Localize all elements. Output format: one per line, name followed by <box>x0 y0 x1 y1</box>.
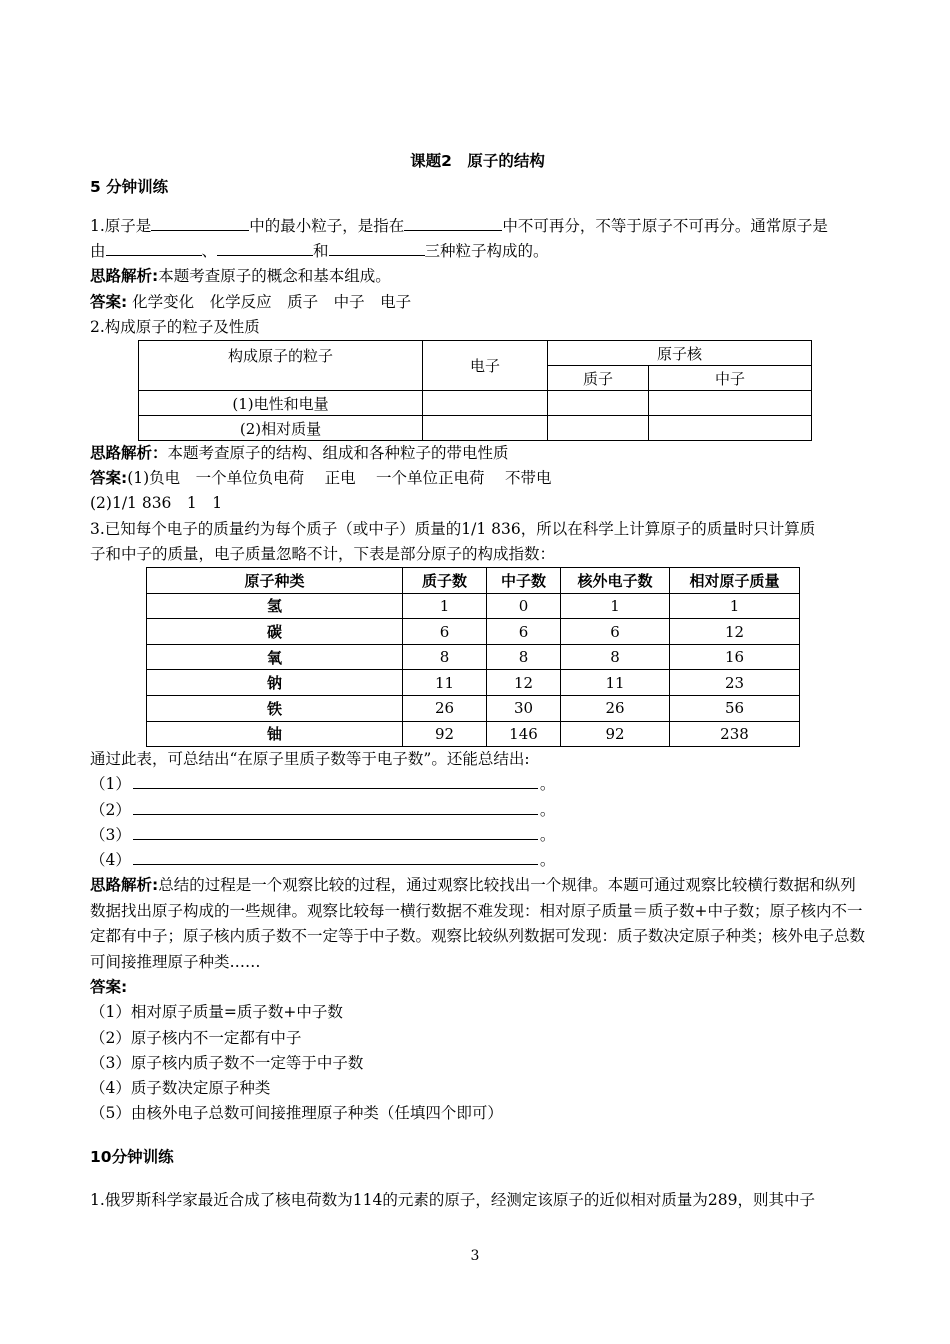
particle-properties-table <box>138 340 812 441</box>
answer-blank <box>133 800 538 815</box>
t1-cell <box>649 416 812 441</box>
t2-cell: 6 <box>403 619 487 645</box>
q1-analysis: 思路解析:本题考查原子的概念和基本组成。 <box>90 267 391 286</box>
answer-blank <box>133 825 538 840</box>
section-heading-10min: 10分钟训练 <box>90 1148 174 1167</box>
q2-answer: 答案:(1)负电 一个单位负电荷 正电 一个单位正电荷 不带电 <box>90 469 552 488</box>
document-page <box>90 148 865 1214</box>
t2-cell: 238 <box>670 721 800 747</box>
q2-analysis: 思路解析：本题考查原子的结构、组成和各种粒子的带电性质 <box>90 444 509 463</box>
t2-cell: 23 <box>670 670 800 696</box>
t1-header-proton: 质子 <box>548 366 649 391</box>
q3-analysis: 思路解析:总结的过程是一个观察比较的过程，通过观察比较找出一个规律。本题可通过观察比较横行数据和纵列数据找出原子构成的一些规律。观察比较每一横行数据不难发现：相对原子质量＝质子数+中子数；原子核内不一定都有中子；原子核内质子数不一定等于中子数。观察比较纵列数据可发现：质子数决定原子种类；核外电子总数可间接推理原子种类…… <box>90 876 866 971</box>
q3-answer-item: （1）相对原子质量=质子数+中子数 <box>90 1003 343 1022</box>
t2-cell: 氢 <box>147 593 403 619</box>
t2-cell: 26 <box>561 696 670 722</box>
t2-cell: 92 <box>561 721 670 747</box>
t1-header-nucleus: 原子核 <box>548 341 812 366</box>
q3-answer-label: 答案: <box>90 978 128 997</box>
t1-cell <box>548 416 649 441</box>
q1-line2: 由 、 和 三种粒子构成的。 <box>90 239 865 264</box>
t2-cell: 钠 <box>147 670 403 696</box>
t1-cell <box>423 416 548 441</box>
q1-blank-3 <box>106 239 202 256</box>
t1-row-charge: (1)电性和电量 <box>139 391 423 416</box>
section-heading-5min: 5 分钟训练 <box>90 178 169 196</box>
q1-blank-4 <box>217 239 313 256</box>
t2-cell: 6 <box>487 619 561 645</box>
table-row <box>147 619 800 645</box>
q2-answer-2: (2)1/1 836 1 1 <box>90 494 223 513</box>
q3-blank-line: （3） 。 <box>90 825 556 844</box>
t2-cell: 11 <box>561 670 670 696</box>
atom-composition-table <box>146 567 800 747</box>
t2-header-cell: 中子数 <box>487 568 561 594</box>
t2-header-row <box>147 568 800 594</box>
t2-cell: 56 <box>670 696 800 722</box>
t2-cell: 26 <box>403 696 487 722</box>
q3-blank-line: （4） 。 <box>90 851 556 869</box>
t2-header-cell: 核外电子数 <box>561 568 670 594</box>
t2-cell: 8 <box>561 644 670 670</box>
page-title: 课题2 原子的结构 <box>410 152 545 170</box>
t1-cell <box>649 391 812 416</box>
q10-1-text: 1.俄罗斯科学家最近合成了核电荷数为114的元素的原子，经测定该原子的近似相对质量为289，则其中子 <box>90 1191 815 1210</box>
t1-row-mass: (2)相对质量 <box>139 416 423 441</box>
q1-line1: 1.原子是 中的最小粒子，是指在 中不可再分，不等于原子不可再分。通常原子是 <box>90 214 865 239</box>
table-row <box>147 696 800 722</box>
q1-blank-1 <box>151 214 249 231</box>
t2-cell: 12 <box>670 619 800 645</box>
t2-cell: 1 <box>670 593 800 619</box>
t2-cell: 146 <box>487 721 561 747</box>
table-row <box>147 670 800 696</box>
t2-cell: 铁 <box>147 696 403 722</box>
t2-cell: 铀 <box>147 721 403 747</box>
t2-cell: 碳 <box>147 619 403 645</box>
q2-text: 2.构成原子的粒子及性质 <box>90 317 260 336</box>
page-number: 3 <box>470 1248 480 1264</box>
t1-cell <box>423 391 548 416</box>
t1-cell <box>548 391 649 416</box>
table-row <box>147 644 800 670</box>
q3-blank-line: （2） 。 <box>90 800 556 819</box>
t2-cell: 1 <box>561 593 670 619</box>
t2-cell: 1 <box>403 593 487 619</box>
q3-text-2: 子和中子的质量，电子质量忽略不计，下表是部分原子的构成指数： <box>90 544 556 563</box>
t2-cell: 30 <box>487 696 561 722</box>
q3-answer-item: （5）由核外电子总数可间接推理原子种类（任填四个即可） <box>90 1104 503 1123</box>
t1-header-neutron: 中子 <box>649 366 812 391</box>
q3-answer-item: （2）原子核内不一定都有中子 <box>90 1028 302 1047</box>
q3-blank-line: （1） 。 <box>90 775 556 794</box>
t2-cell: 92 <box>403 721 487 747</box>
t2-cell: 0 <box>487 593 561 619</box>
t1-header-electron: 电子 <box>423 341 548 391</box>
q3-text-1: 3.已知每个电子的质量约为每个质子（或中子）质量的1/1 836，所以在科学上计算原子的质量时只计算质 <box>90 519 816 538</box>
t2-cell: 氧 <box>147 644 403 670</box>
t2-header-cell: 质子数 <box>403 568 487 594</box>
table-row <box>147 721 800 747</box>
t2-header-cell: 相对原子质量 <box>670 568 800 594</box>
t2-cell: 8 <box>487 644 561 670</box>
t2-cell: 6 <box>561 619 670 645</box>
q1-answer: 答案: 化学变化 化学反应 质子 中子 电子 <box>90 292 412 311</box>
t2-cell: 11 <box>403 670 487 696</box>
t2-cell: 12 <box>487 670 561 696</box>
t2-cell: 8 <box>403 644 487 670</box>
answer-blank <box>133 850 538 865</box>
q3-answer-item: （4）质子数决定原子种类 <box>90 1079 271 1098</box>
q1-blank-2 <box>404 214 502 231</box>
q1-blank-5 <box>329 239 425 256</box>
t1-header-particle: 构成原子的粒子 <box>139 341 423 391</box>
q3-summary: 通过此表，可总结出“在原子里质子数等于电子数”。还能总结出: <box>90 750 530 769</box>
t2-cell: 16 <box>670 644 800 670</box>
t2-header-cell: 原子种类 <box>147 568 403 594</box>
answer-blank <box>133 774 538 789</box>
q3-answer-item: （3）原子核内质子数不一定等于中子数 <box>90 1053 364 1072</box>
table-row <box>147 593 800 619</box>
